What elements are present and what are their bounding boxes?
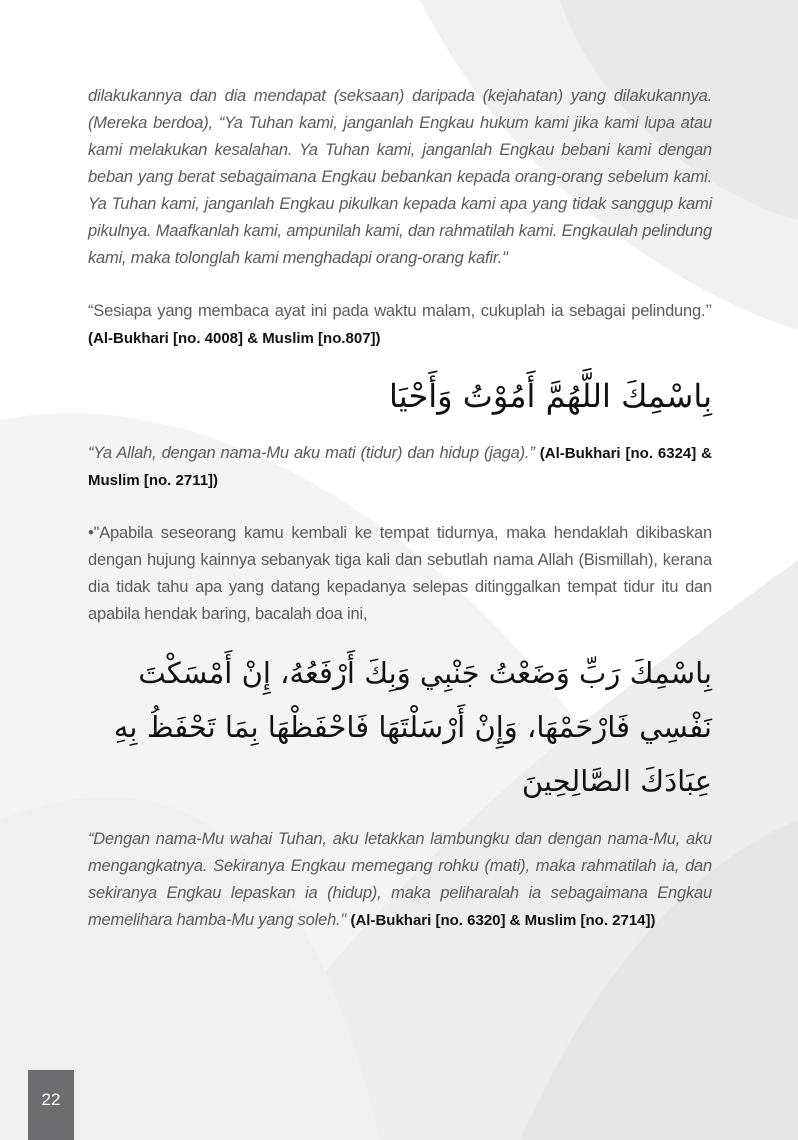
page-number: 22 bbox=[28, 1070, 74, 1140]
paragraph-text: “Sesiapa yang membaca ayat ini pada waktu malam, cukuplah ia sebagai pelindung.’’ bbox=[88, 302, 712, 320]
paragraph-virtue bbox=[88, 298, 712, 352]
paragraph-dua-2-translation bbox=[88, 826, 712, 934]
hadith-citation: (Al-Bukhari [no. 6320] & Muslim [no. 2714]) bbox=[350, 912, 656, 929]
paragraph-quran-translation: dilakukannya dan dia mendapat (seksaan) daripada (kejahatan) yang dilakukannya. (Mereka berdoa), “Ya Tuhan kami, janganlah Engkau hukum kami jika kami lupa atau kami melakukan kesalahan. Ya Tuhan kami, janganlah Engkau bebani kami dengan beban yang berat sebagaimana Engkau bebankan kepada orang-orang sebelum kami. Ya Tuhan kami, janganlah Engkau pikulkan kepada kami apa yang tidak sanggup kami pikulnya. Maafkanlah kami, ampunilah kami, dan rahmatilah kami. Engkaulah pelindung kami, maka tolonglah kami menghadapi orang-orang kafir." bbox=[88, 87, 712, 267]
arabic-dua-1: بِاسْمِكَ اللَّهُمَّ أَمُوْتُ وَأَحْيَا bbox=[389, 377, 712, 415]
paragraph-text: “Ya Allah, dengan nama-Mu aku mati (tidur) dan hidup (jaga).” bbox=[88, 444, 540, 462]
arabic-dua-2: بِاسْمِكَ رَبِّ وَضَعْتُ جَنْبِي وَبِكَ أَرْفَعُهُ، إِنْ أَمْسَكْتَ نَفْسِي فَارْحَمْهَا، وَإِنْ أَرْسَلْتَهَا فَاحْفَظْهَا بِمَا تَحْفَظُ بِهِ عِبَادَكَ الصَّالِحِينَ bbox=[113, 656, 712, 798]
hadith-citation: (Al-Bukhari [no. 6324] & Muslim [no. 2711]) bbox=[88, 445, 712, 489]
hadith-citation: (Al-Bukhari [no. 4008] & Muslim [no.807]) bbox=[88, 330, 381, 347]
paragraph-text: “Dengan nama-Mu wahai Tuhan, aku letakkan lambungku dan dengan nama-Mu, aku mengangkatnya. Sekiranya Engkau memegang rohku (mati), maka rahmatilah ia, dan sekiranya Engkau lepaskan ia (hidup), maka peliharalah ia sebagaimana Engkau memelihara hamba-Mu yang soleh." bbox=[88, 830, 712, 929]
page-content bbox=[88, 83, 712, 934]
paragraph-dua-1-translation bbox=[88, 440, 712, 494]
paragraph-instruction: •"Apabila seseorang kamu kembali ke tempat tidurnya, maka hendaklah dikibaskan dengan hujung kainnya sebanyak tiga kali dan sebutlah nama Allah (Bismillah), kerana dia tidak tahu apa yang datang kepadanya selepas ditinggalkan tempat tidur itu dan apabila hendak baring, bacalah doa ini, bbox=[88, 524, 712, 623]
